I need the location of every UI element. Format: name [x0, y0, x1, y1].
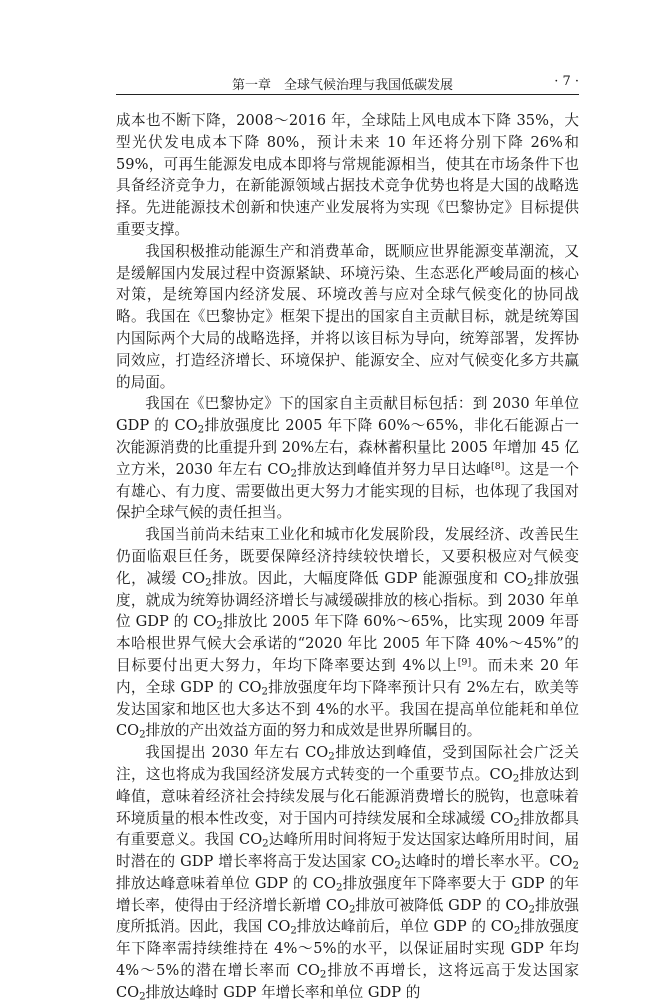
subscript: 2: [348, 904, 356, 916]
text-run: 我国积极推动能源生产和消费革命，既顺应世界能源变革潮流，又是缓解国内发展过程中资源紧缺、环境污染、生态恶化严峻局面的核心对策，是统筹国内经济发展、环境改善与应对全球气候变化的协同战略。我国在《巴黎协定》框架下提出的国家自主贡献目标，就是统筹国内国际两个大局的战略选择，并将以该目标为导向，统筹部署，发挥协同效应，打造经济增长、环境保护、能源安全、应对气候变化多方共赢的局面。: [116, 242, 579, 391]
subscript: 2: [261, 686, 268, 698]
text-run: 排放强度，就成为统筹协调经济增长与减缓碳排放的核心指标。到 2030 年单位 GDP 的 CO: [116, 569, 579, 631]
subscript: 2: [262, 838, 269, 850]
subscript: 2: [512, 773, 520, 785]
text-run: 排放达峰意味着单位 GDP 的 CO: [116, 874, 336, 892]
subscript: 2: [139, 991, 146, 1003]
text-run: 排放强度比 2005 年下降 60%～65%，非化石能源占一次能源消费的比重提升到 20%左右，森林蓄积量比 2005 年增加 45 亿立方米，2030 年左右 CO: [116, 417, 579, 478]
text-run: 排放可被降低 GDP 的 CO: [355, 896, 529, 914]
subscript: 2: [335, 882, 343, 894]
subscript: 2: [197, 424, 205, 436]
text-run: 排放达到峰值，意味着经济社会持续发展与化石能源消费增长的脱钩，也意味着环境质量的根本性改变，对于国内可持续发展和全球减缓 CO: [116, 765, 579, 827]
subscript: 2: [513, 926, 521, 938]
subscript: 2: [290, 926, 297, 938]
text-run: 排放比 2005 年下降 60%～65%，比实现 2009 年哥本哈根世界气候大会承诺的“2020 年比 2005 年下降 40%～45%”的目标要付出更大努力，年均下降率要达到 4%以上: [116, 613, 579, 674]
subscript: 2: [394, 860, 401, 872]
citation-marker: [9]: [457, 656, 472, 668]
text-run: 排放。因此，大幅度降低 GDP 能源强度和 CO: [211, 569, 527, 587]
paragraph: [116, 110, 579, 241]
subscript: 2: [290, 468, 297, 480]
body-text: [116, 110, 579, 1004]
text-run: 。这是一个有雄心、有力度、需要做出更大努力才能实现的目标，也体现了我国对保护全球气候的责任担当。: [116, 460, 579, 522]
paragraph: [116, 393, 579, 524]
text-run: 我国当前尚未结束工业化和城市化发展阶段，发展经济、改善民生仍面临艰巨任务，既要保障经济持续较快增长，又要积极应对气候变化，减缓 CO: [116, 526, 579, 587]
text-run: 达峰时的增长率水平。CO: [400, 853, 573, 871]
text-run: 排放的产出效益方面的努力和成效是世界所瞩目的。: [145, 722, 482, 740]
paragraph: [116, 241, 579, 394]
text-run: 排放达峰时 GDP 年增长率和单位 GDP 的: [145, 983, 421, 1001]
subscript: 2: [205, 577, 212, 589]
subscript: 2: [139, 729, 146, 741]
text-run: 我国在《巴黎协定》下的国家自主贡献目标包括：到 2030 年单位 GDP 的 CO: [116, 395, 579, 435]
text-run: 排放强度年均下降率预计只有 2%左右，欧美等发达国家和地区也大多达不到 4%的水平。我国在提高单位能耗和单位 CO: [116, 678, 579, 740]
text-run: 排放都具有重要意义。我国 CO: [116, 809, 579, 849]
citation-marker: [8]: [491, 460, 505, 472]
subscript: 2: [528, 904, 536, 916]
subscript: 2: [216, 620, 223, 632]
text-run: 排放强度年下降率需持续维持在 4%～5%的水平，以保证届时实现 GDP 年均 4%～5%的潜在增长率而 CO: [116, 918, 579, 980]
text-run: 排放达到峰值，受到国际社会广泛关注，这也将成为我国经济发展方式转变的一个重要节点。CO: [116, 744, 579, 783]
chapter-title: 第一章 全球气候治理与我国低碳发展: [232, 78, 454, 93]
subscript: 2: [572, 860, 579, 872]
text-run: 达峰所用时间将短于发达国家达峰所用时间，届时潜在的 GDP 增长率将高于发达国家 CO: [116, 831, 579, 871]
text-run: 排放达到峰值并努力早日达峰: [297, 460, 492, 478]
subscript: 2: [319, 969, 327, 981]
subscript: 2: [328, 751, 335, 763]
text-run: 成本也不断下降，2008～2016 年，全球陆上风电成本下降 35%，大型光伏发电成本下降 80%，预计未来 10 年还将分别下降 26%和 59%，可再生能源发电成本即将与常规能源相当，使其在市场条件下也具备经济竞争力，在新能源领域占据技术竞争优势也将是大国的战略选择。先进能源技术创新和快速产业发展将为实现《巴黎协定》目标提供重要支撑。: [116, 112, 579, 238]
running-header: [116, 72, 579, 95]
subscript: 2: [526, 577, 534, 589]
text-run: 排放不再增长，这将远高于发达国家 CO: [116, 962, 579, 1001]
text-run: 排放强度所抵消。因此，我国 CO: [116, 896, 579, 936]
text-run: 排放强度年下降率要大于 GDP 的年增长率，使得由于经济增长新增 CO: [116, 874, 579, 914]
page-number: · 7 ·: [554, 74, 579, 89]
text-run: 我国提出 2030 年左右 CO: [145, 744, 329, 762]
subscript: 2: [513, 817, 520, 829]
text-run: 。而未来 20 年内，全球 GDP 的 CO: [116, 656, 579, 696]
paragraph: [116, 742, 579, 1004]
paragraph: [116, 524, 579, 742]
text-run: 排放达峰前后，单位 GDP 的 CO: [296, 918, 514, 936]
